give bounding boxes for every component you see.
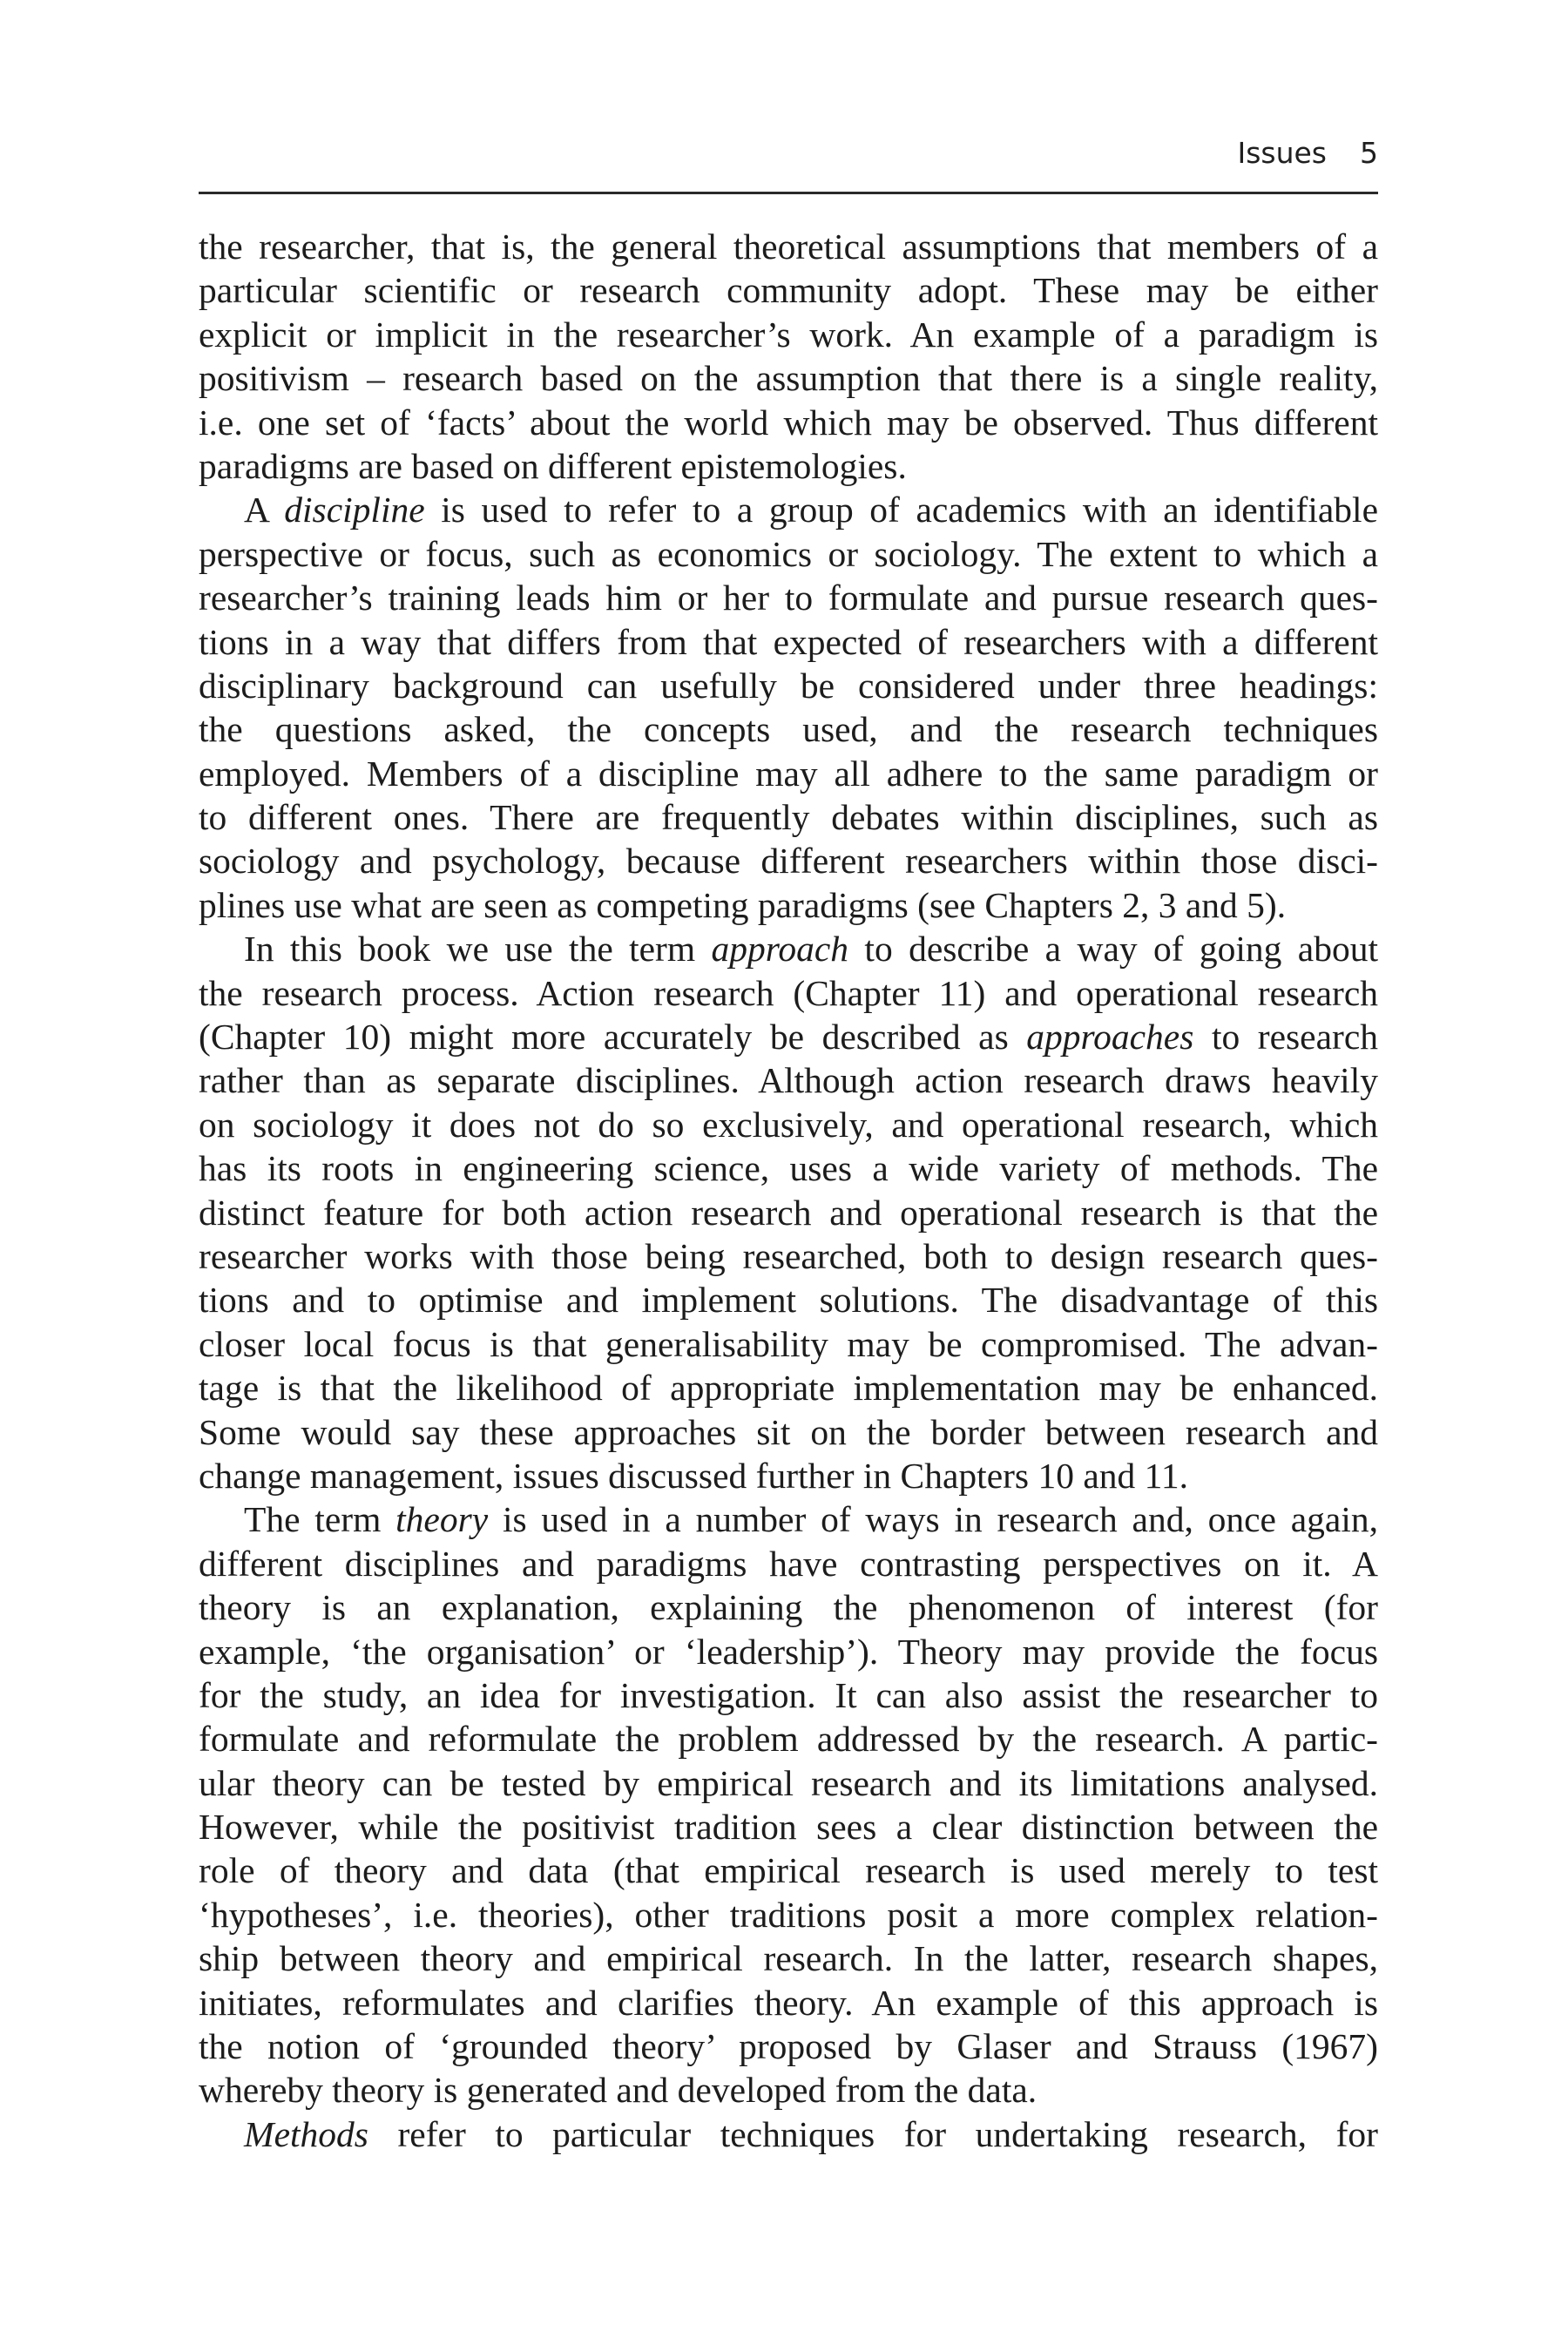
text-line: formulate and reformulate the problem addressed by the research. A partic-	[199, 1719, 1378, 1760]
text-line: sociology and psychology, because different researchers within those disci-	[199, 841, 1378, 882]
paragraph-start-methods	[199, 2112, 1378, 2156]
term-approaches: approaches	[1026, 1017, 1194, 1058]
term-discipline: discipline	[284, 490, 425, 531]
text-line	[199, 1015, 1378, 1058]
text-line: positivism – research based on the assumption that there is a single reality,	[199, 358, 1378, 399]
text-line: ular theory can be tested by empirical research and its limitations analysed.	[199, 1762, 1378, 1803]
text-line: on sociology it does not do so exclusively, and operational research, which	[199, 1104, 1378, 1145]
text-line: Some would say these approaches sit on the border between research and	[199, 1411, 1378, 1452]
text-line: example, ‘the organisation’ or ‘leadership’). Theory may provide the focus	[199, 1631, 1378, 1672]
text-line: whereby theory is generated and developed from the data.	[199, 2070, 1037, 2111]
text-segment: refer to particular techniques for undertaking research, for	[368, 2113, 1378, 2154]
header-rule	[199, 192, 1378, 194]
text-line: ‘hypotheses’, i.e. theories), other traditions posit a more complex relation-	[199, 1894, 1378, 1935]
term-approach: approach	[711, 929, 849, 970]
text-segment: A	[244, 490, 285, 531]
text-segment: to research	[1193, 1017, 1378, 1058]
term-methods: Methods	[244, 2113, 368, 2154]
text-line: role of theory and data (that empirical research is used merely to test	[199, 1850, 1378, 1891]
text-line: distinct feature for both action research and operational research is that the	[199, 1192, 1378, 1233]
text-line: However, while the positivist tradition sees a clear distinction between the	[199, 1807, 1378, 1848]
text-line: perspective or focus, such as economics or sociology. The extent to which a	[199, 533, 1378, 574]
text-line: the notion of ‘grounded theory’ proposed by Glaser and Strauss (1967)	[199, 2026, 1378, 2067]
text-line: different disciplines and paradigms have contrasting perspectives on it. A	[199, 1543, 1378, 1584]
text-line: plines use what are seen as competing paradigms (see Chapters 2, 3 and 5).	[199, 884, 1287, 925]
text-line: for the study, an idea for investigation. It can also assist the researcher to	[199, 1674, 1378, 1715]
text-line: closer local focus is that generalisability may be compromised. The advan-	[199, 1323, 1378, 1364]
text-segment: The term	[244, 1499, 396, 1540]
text-line: ship between theory and empirical research. In the latter, research shapes,	[199, 1938, 1378, 1979]
text-line: the research process. Action research (Chapter 11) and operational research	[199, 972, 1378, 1013]
paragraph-start-approach	[199, 927, 1378, 970]
text-line: explicit or implicit in the researcher’s work. An example of a paradigm is	[199, 314, 1378, 355]
text-line: employed. Members of a discipline may all adhere to the same paradigm or	[199, 753, 1378, 794]
text-line: disciplinary background can usefully be considered under three headings:	[199, 665, 1378, 706]
text-segment: In this book we use the term	[244, 929, 712, 970]
term-theory: theory	[395, 1499, 489, 1540]
text-line: rather than as separate disciplines. Although action research draws heavily	[199, 1060, 1378, 1101]
text-line: change management, issues discussed further in Chapters 10 and 11.	[199, 1455, 1188, 1496]
running-head	[199, 136, 1378, 178]
text-line: particular scientific or research community adopt. These may be either	[199, 270, 1378, 311]
text-line: initiates, reformulates and clarifies theory. An example of this approach is	[199, 1982, 1378, 2023]
text-line: tions in a way that differs from that expected of researchers with a different	[199, 621, 1378, 662]
text-line: tage is that the likelihood of appropriate implementation may be enhanced.	[199, 1368, 1378, 1409]
text-line: paradigms are based on different epistemologies.	[199, 445, 907, 486]
text-segment: is used in a number of ways in research and, once again,	[488, 1499, 1378, 1540]
paragraph-start-theory	[199, 1497, 1378, 1541]
text-line: to different ones. There are frequently debates within disciplines, such as	[199, 797, 1378, 838]
text-line: researcher works with those being researched, both to design research ques-	[199, 1235, 1378, 1276]
body-text	[199, 225, 1378, 2156]
text-line: theory is an explanation, explaining the phenomenon of interest (for	[199, 1587, 1378, 1628]
text-line: has its roots in engineering science, uses a wide variety of methods. The	[199, 1148, 1378, 1189]
text-segment: to describe a way of going about	[848, 929, 1378, 970]
text-line: the questions asked, the concepts used, and the research techniques	[199, 709, 1378, 750]
text-line: researcher’s training leads him or her to formulate and pursue research ques-	[199, 578, 1378, 618]
text-segment: is used to refer to a group of academics with an identifiable	[424, 490, 1378, 531]
text-line: the researcher, that is, the general theoretical assumptions that members of a	[199, 226, 1378, 267]
section-title: Issues	[1237, 136, 1327, 170]
text-line: i.e. one set of ‘facts’ about the world which may be observed. Thus different	[199, 402, 1378, 443]
paragraph-start-discipline	[199, 488, 1378, 531]
text-segment: (Chapter 10) might more accurately be described as	[199, 1017, 1027, 1058]
text-line: tions and to optimise and implement solutions. The disadvantage of this	[199, 1280, 1378, 1321]
page-number: 5	[1360, 136, 1378, 170]
